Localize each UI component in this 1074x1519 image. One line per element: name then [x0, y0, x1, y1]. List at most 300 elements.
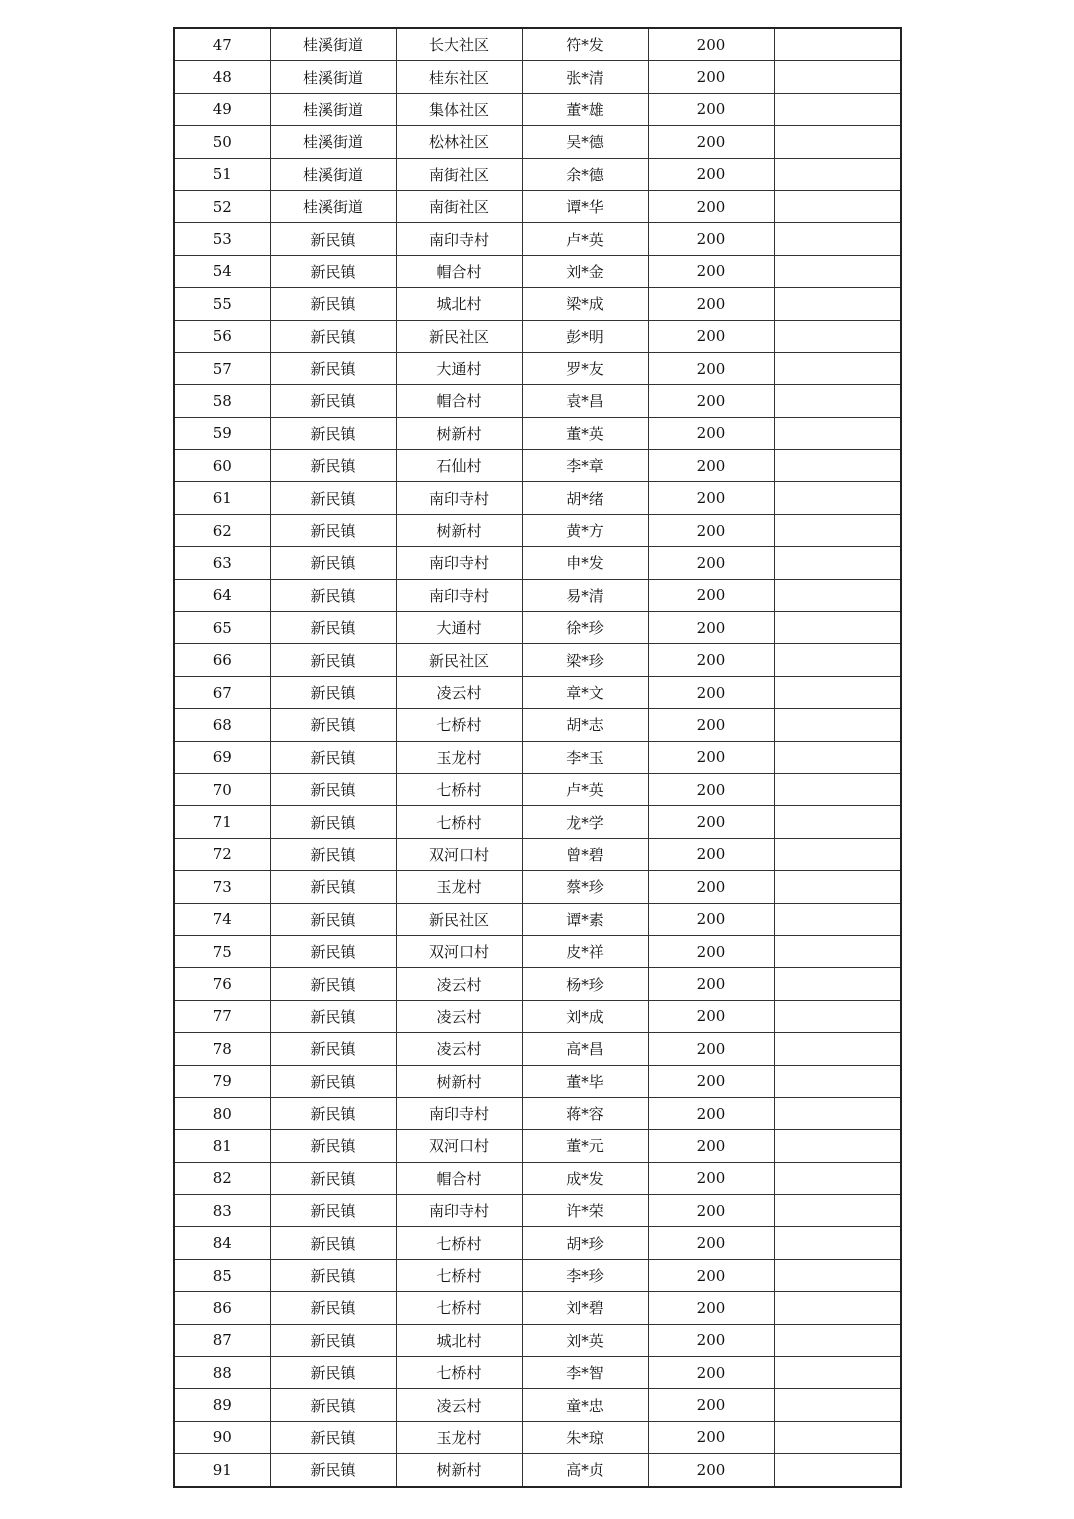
name-cell: 胡*珍: [522, 1227, 648, 1259]
village-cell: 南街社区: [396, 190, 522, 222]
note-cell: [774, 482, 901, 514]
table-row: [174, 773, 901, 805]
town-cell: 新民镇: [270, 935, 396, 967]
table-row: [174, 417, 901, 449]
amount-cell: 200: [648, 838, 774, 870]
village-cell: 七桥村: [396, 1227, 522, 1259]
name-cell: 杨*珍: [522, 968, 648, 1000]
village-cell: 大通村: [396, 612, 522, 644]
amount-cell: 200: [648, 1195, 774, 1227]
town-cell: 新民镇: [270, 579, 396, 611]
name-cell: 胡*志: [522, 709, 648, 741]
town-cell: 桂溪街道: [270, 158, 396, 190]
row-number-cell: 70: [174, 773, 270, 805]
town-cell: 新民镇: [270, 223, 396, 255]
village-cell: 凌云村: [396, 1389, 522, 1421]
table-row: [174, 903, 901, 935]
name-cell: 卢*英: [522, 223, 648, 255]
row-number-cell: 55: [174, 288, 270, 320]
note-cell: [774, 1065, 901, 1097]
row-number-cell: 50: [174, 126, 270, 158]
name-cell: 蔡*珍: [522, 871, 648, 903]
row-number-cell: 62: [174, 514, 270, 546]
amount-cell: 200: [648, 676, 774, 708]
table-row: [174, 1033, 901, 1065]
village-cell: 帽合村: [396, 255, 522, 287]
table-row: [174, 1421, 901, 1453]
name-cell: 谭*华: [522, 190, 648, 222]
amount-cell: 200: [648, 741, 774, 773]
note-cell: [774, 968, 901, 1000]
table-row: [174, 1065, 901, 1097]
note-cell: [774, 935, 901, 967]
town-cell: 新民镇: [270, 1162, 396, 1194]
row-number-cell: 61: [174, 482, 270, 514]
table-row: [174, 547, 901, 579]
table-row: [174, 320, 901, 352]
village-cell: 七桥村: [396, 806, 522, 838]
roster-table-body: [174, 28, 901, 1487]
note-cell: [774, 158, 901, 190]
name-cell: 吴*德: [522, 126, 648, 158]
town-cell: 新民镇: [270, 1259, 396, 1291]
village-cell: 帽合村: [396, 385, 522, 417]
town-cell: 新民镇: [270, 547, 396, 579]
amount-cell: 200: [648, 288, 774, 320]
table-row: [174, 1130, 901, 1162]
note-cell: [774, 709, 901, 741]
village-cell: 七桥村: [396, 1357, 522, 1389]
table-row: [174, 288, 901, 320]
note-cell: [774, 450, 901, 482]
village-cell: 树新村: [396, 1065, 522, 1097]
amount-cell: 200: [648, 612, 774, 644]
amount-cell: 200: [648, 1389, 774, 1421]
note-cell: [774, 1259, 901, 1291]
table-row: [174, 255, 901, 287]
note-cell: [774, 547, 901, 579]
town-cell: 新民镇: [270, 676, 396, 708]
note-cell: [774, 741, 901, 773]
row-number-cell: 49: [174, 93, 270, 125]
row-number-cell: 71: [174, 806, 270, 838]
table-row: [174, 579, 901, 611]
table-row: [174, 450, 901, 482]
town-cell: 新民镇: [270, 1292, 396, 1324]
table-row: [174, 741, 901, 773]
amount-cell: 200: [648, 935, 774, 967]
town-cell: 新民镇: [270, 385, 396, 417]
table-row: [174, 1097, 901, 1129]
name-cell: 高*昌: [522, 1033, 648, 1065]
row-number-cell: 51: [174, 158, 270, 190]
table-row: [174, 482, 901, 514]
town-cell: 新民镇: [270, 968, 396, 1000]
row-number-cell: 82: [174, 1162, 270, 1194]
note-cell: [774, 1000, 901, 1032]
row-number-cell: 60: [174, 450, 270, 482]
village-cell: 玉龙村: [396, 741, 522, 773]
town-cell: 新民镇: [270, 1033, 396, 1065]
name-cell: 徐*珍: [522, 612, 648, 644]
table-row: [174, 968, 901, 1000]
table-row: [174, 838, 901, 870]
village-cell: 城北村: [396, 1324, 522, 1356]
name-cell: 刘*碧: [522, 1292, 648, 1324]
village-cell: 双河口村: [396, 935, 522, 967]
amount-cell: 200: [648, 1454, 774, 1487]
row-number-cell: 54: [174, 255, 270, 287]
town-cell: 新民镇: [270, 871, 396, 903]
town-cell: 新民镇: [270, 1454, 396, 1487]
amount-cell: 200: [648, 903, 774, 935]
name-cell: 申*发: [522, 547, 648, 579]
town-cell: 桂溪街道: [270, 93, 396, 125]
amount-cell: 200: [648, 773, 774, 805]
note-cell: [774, 773, 901, 805]
name-cell: 许*荣: [522, 1195, 648, 1227]
amount-cell: 200: [648, 93, 774, 125]
village-cell: 南印寺村: [396, 223, 522, 255]
name-cell: 龙*学: [522, 806, 648, 838]
name-cell: 胡*绪: [522, 482, 648, 514]
town-cell: 新民镇: [270, 903, 396, 935]
town-cell: 新民镇: [270, 450, 396, 482]
amount-cell: 200: [648, 450, 774, 482]
name-cell: 梁*成: [522, 288, 648, 320]
note-cell: [774, 1357, 901, 1389]
village-cell: 帽合村: [396, 1162, 522, 1194]
table-row: [174, 190, 901, 222]
village-cell: 树新村: [396, 514, 522, 546]
note-cell: [774, 1454, 901, 1487]
amount-cell: 200: [648, 482, 774, 514]
table-row: [174, 1324, 901, 1356]
row-number-cell: 79: [174, 1065, 270, 1097]
amount-cell: 200: [648, 1033, 774, 1065]
table-row: [174, 352, 901, 384]
row-number-cell: 58: [174, 385, 270, 417]
village-cell: 新民社区: [396, 903, 522, 935]
row-number-cell: 63: [174, 547, 270, 579]
note-cell: [774, 255, 901, 287]
name-cell: 董*毕: [522, 1065, 648, 1097]
table-row: [174, 1389, 901, 1421]
village-cell: 大通村: [396, 352, 522, 384]
note-cell: [774, 352, 901, 384]
table-row: [174, 1227, 901, 1259]
note-cell: [774, 514, 901, 546]
row-number-cell: 80: [174, 1097, 270, 1129]
table-row: [174, 1195, 901, 1227]
amount-cell: 200: [648, 644, 774, 676]
town-cell: 新民镇: [270, 1065, 396, 1097]
name-cell: 张*清: [522, 61, 648, 93]
amount-cell: 200: [648, 1357, 774, 1389]
village-cell: 凌云村: [396, 676, 522, 708]
amount-cell: 200: [648, 871, 774, 903]
name-cell: 曾*碧: [522, 838, 648, 870]
amount-cell: 200: [648, 223, 774, 255]
amount-cell: 200: [648, 190, 774, 222]
village-cell: 凌云村: [396, 1000, 522, 1032]
name-cell: 蒋*容: [522, 1097, 648, 1129]
table-row: [174, 709, 901, 741]
table-row: [174, 126, 901, 158]
table-row: [174, 644, 901, 676]
table-row: [174, 935, 901, 967]
table-row: [174, 158, 901, 190]
name-cell: 余*德: [522, 158, 648, 190]
row-number-cell: 48: [174, 61, 270, 93]
row-number-cell: 76: [174, 968, 270, 1000]
note-cell: [774, 385, 901, 417]
row-number-cell: 75: [174, 935, 270, 967]
table-row: [174, 1292, 901, 1324]
table-row: [174, 612, 901, 644]
name-cell: 罗*友: [522, 352, 648, 384]
name-cell: 李*章: [522, 450, 648, 482]
table-row: [174, 61, 901, 93]
row-number-cell: 86: [174, 1292, 270, 1324]
row-number-cell: 64: [174, 579, 270, 611]
town-cell: 桂溪街道: [270, 28, 396, 61]
row-number-cell: 87: [174, 1324, 270, 1356]
town-cell: 新民镇: [270, 741, 396, 773]
row-number-cell: 67: [174, 676, 270, 708]
village-cell: 七桥村: [396, 773, 522, 805]
amount-cell: 200: [648, 1227, 774, 1259]
town-cell: 新民镇: [270, 644, 396, 676]
village-cell: 新民社区: [396, 320, 522, 352]
name-cell: 黄*方: [522, 514, 648, 546]
town-cell: 新民镇: [270, 417, 396, 449]
note-cell: [774, 1292, 901, 1324]
table-row: [174, 676, 901, 708]
amount-cell: 200: [648, 417, 774, 449]
note-cell: [774, 1162, 901, 1194]
name-cell: 符*发: [522, 28, 648, 61]
amount-cell: 200: [648, 968, 774, 1000]
row-number-cell: 66: [174, 644, 270, 676]
row-number-cell: 74: [174, 903, 270, 935]
name-cell: 成*发: [522, 1162, 648, 1194]
table-row: [174, 806, 901, 838]
town-cell: 新民镇: [270, 838, 396, 870]
village-cell: 南印寺村: [396, 482, 522, 514]
amount-cell: 200: [648, 255, 774, 287]
amount-cell: 200: [648, 320, 774, 352]
name-cell: 皮*祥: [522, 935, 648, 967]
row-number-cell: 77: [174, 1000, 270, 1032]
row-number-cell: 88: [174, 1357, 270, 1389]
village-cell: 桂东社区: [396, 61, 522, 93]
note-cell: [774, 190, 901, 222]
amount-cell: 200: [648, 1097, 774, 1129]
town-cell: 新民镇: [270, 709, 396, 741]
note-cell: [774, 126, 901, 158]
table-row: [174, 871, 901, 903]
row-number-cell: 81: [174, 1130, 270, 1162]
amount-cell: 200: [648, 1259, 774, 1291]
name-cell: 刘*金: [522, 255, 648, 287]
amount-cell: 200: [648, 514, 774, 546]
row-number-cell: 68: [174, 709, 270, 741]
note-cell: [774, 644, 901, 676]
name-cell: 董*英: [522, 417, 648, 449]
town-cell: 新民镇: [270, 1130, 396, 1162]
name-cell: 袁*昌: [522, 385, 648, 417]
row-number-cell: 69: [174, 741, 270, 773]
amount-cell: 200: [648, 352, 774, 384]
row-number-cell: 73: [174, 871, 270, 903]
name-cell: 卢*英: [522, 773, 648, 805]
amount-cell: 200: [648, 579, 774, 611]
note-cell: [774, 1389, 901, 1421]
town-cell: 新民镇: [270, 320, 396, 352]
row-number-cell: 83: [174, 1195, 270, 1227]
name-cell: 李*珍: [522, 1259, 648, 1291]
note-cell: [774, 612, 901, 644]
row-number-cell: 47: [174, 28, 270, 61]
amount-cell: 200: [648, 547, 774, 579]
town-cell: 新民镇: [270, 514, 396, 546]
village-cell: 长大社区: [396, 28, 522, 61]
row-number-cell: 59: [174, 417, 270, 449]
amount-cell: 200: [648, 126, 774, 158]
table-row: [174, 28, 901, 61]
village-cell: 松林社区: [396, 126, 522, 158]
village-cell: 集体社区: [396, 93, 522, 125]
town-cell: 新民镇: [270, 1097, 396, 1129]
note-cell: [774, 1130, 901, 1162]
row-number-cell: 90: [174, 1421, 270, 1453]
amount-cell: 200: [648, 28, 774, 61]
town-cell: 新民镇: [270, 806, 396, 838]
amount-cell: 200: [648, 61, 774, 93]
note-cell: [774, 903, 901, 935]
name-cell: 易*清: [522, 579, 648, 611]
row-number-cell: 57: [174, 352, 270, 384]
amount-cell: 200: [648, 385, 774, 417]
town-cell: 桂溪街道: [270, 190, 396, 222]
note-cell: [774, 28, 901, 61]
amount-cell: 200: [648, 1324, 774, 1356]
town-cell: 新民镇: [270, 773, 396, 805]
row-number-cell: 53: [174, 223, 270, 255]
town-cell: 新民镇: [270, 255, 396, 287]
row-number-cell: 91: [174, 1454, 270, 1487]
name-cell: 朱*琼: [522, 1421, 648, 1453]
name-cell: 谭*素: [522, 903, 648, 935]
note-cell: [774, 838, 901, 870]
amount-cell: 200: [648, 1162, 774, 1194]
name-cell: 章*文: [522, 676, 648, 708]
note-cell: [774, 61, 901, 93]
name-cell: 李*智: [522, 1357, 648, 1389]
amount-cell: 200: [648, 1292, 774, 1324]
note-cell: [774, 1033, 901, 1065]
village-cell: 南印寺村: [396, 1195, 522, 1227]
note-cell: [774, 417, 901, 449]
town-cell: 新民镇: [270, 1389, 396, 1421]
table-row: [174, 1000, 901, 1032]
name-cell: 高*贞: [522, 1454, 648, 1487]
note-cell: [774, 579, 901, 611]
village-cell: 玉龙村: [396, 871, 522, 903]
table-row: [174, 1357, 901, 1389]
note-cell: [774, 676, 901, 708]
town-cell: 新民镇: [270, 1227, 396, 1259]
village-cell: 南印寺村: [396, 1097, 522, 1129]
note-cell: [774, 288, 901, 320]
name-cell: 董*元: [522, 1130, 648, 1162]
amount-cell: 200: [648, 1130, 774, 1162]
row-number-cell: 89: [174, 1389, 270, 1421]
village-cell: 凌云村: [396, 1033, 522, 1065]
note-cell: [774, 1195, 901, 1227]
name-cell: 彭*明: [522, 320, 648, 352]
amount-cell: 200: [648, 806, 774, 838]
table-row: [174, 1259, 901, 1291]
amount-cell: 200: [648, 1421, 774, 1453]
village-cell: 树新村: [396, 417, 522, 449]
note-cell: [774, 1097, 901, 1129]
name-cell: 梁*珍: [522, 644, 648, 676]
note-cell: [774, 1421, 901, 1453]
town-cell: 桂溪街道: [270, 126, 396, 158]
village-cell: 树新村: [396, 1454, 522, 1487]
village-cell: 新民社区: [396, 644, 522, 676]
name-cell: 刘*英: [522, 1324, 648, 1356]
amount-cell: 200: [648, 1000, 774, 1032]
village-cell: 七桥村: [396, 709, 522, 741]
row-number-cell: 65: [174, 612, 270, 644]
town-cell: 新民镇: [270, 482, 396, 514]
row-number-cell: 72: [174, 838, 270, 870]
note-cell: [774, 806, 901, 838]
row-number-cell: 84: [174, 1227, 270, 1259]
row-number-cell: 85: [174, 1259, 270, 1291]
village-cell: 七桥村: [396, 1292, 522, 1324]
village-cell: 玉龙村: [396, 1421, 522, 1453]
village-cell: 南街社区: [396, 158, 522, 190]
roster-table: [173, 27, 902, 1488]
row-number-cell: 78: [174, 1033, 270, 1065]
note-cell: [774, 223, 901, 255]
town-cell: 新民镇: [270, 1357, 396, 1389]
town-cell: 新民镇: [270, 1324, 396, 1356]
village-cell: 七桥村: [396, 1259, 522, 1291]
table-row: [174, 385, 901, 417]
village-cell: 双河口村: [396, 838, 522, 870]
note-cell: [774, 1227, 901, 1259]
table-row: [174, 93, 901, 125]
town-cell: 新民镇: [270, 1000, 396, 1032]
town-cell: 新民镇: [270, 288, 396, 320]
village-cell: 石仙村: [396, 450, 522, 482]
amount-cell: 200: [648, 709, 774, 741]
table-row: [174, 223, 901, 255]
row-number-cell: 56: [174, 320, 270, 352]
village-cell: 南印寺村: [396, 579, 522, 611]
town-cell: 新民镇: [270, 1421, 396, 1453]
name-cell: 董*雄: [522, 93, 648, 125]
note-cell: [774, 93, 901, 125]
town-cell: 新民镇: [270, 1195, 396, 1227]
town-cell: 桂溪街道: [270, 61, 396, 93]
amount-cell: 200: [648, 158, 774, 190]
